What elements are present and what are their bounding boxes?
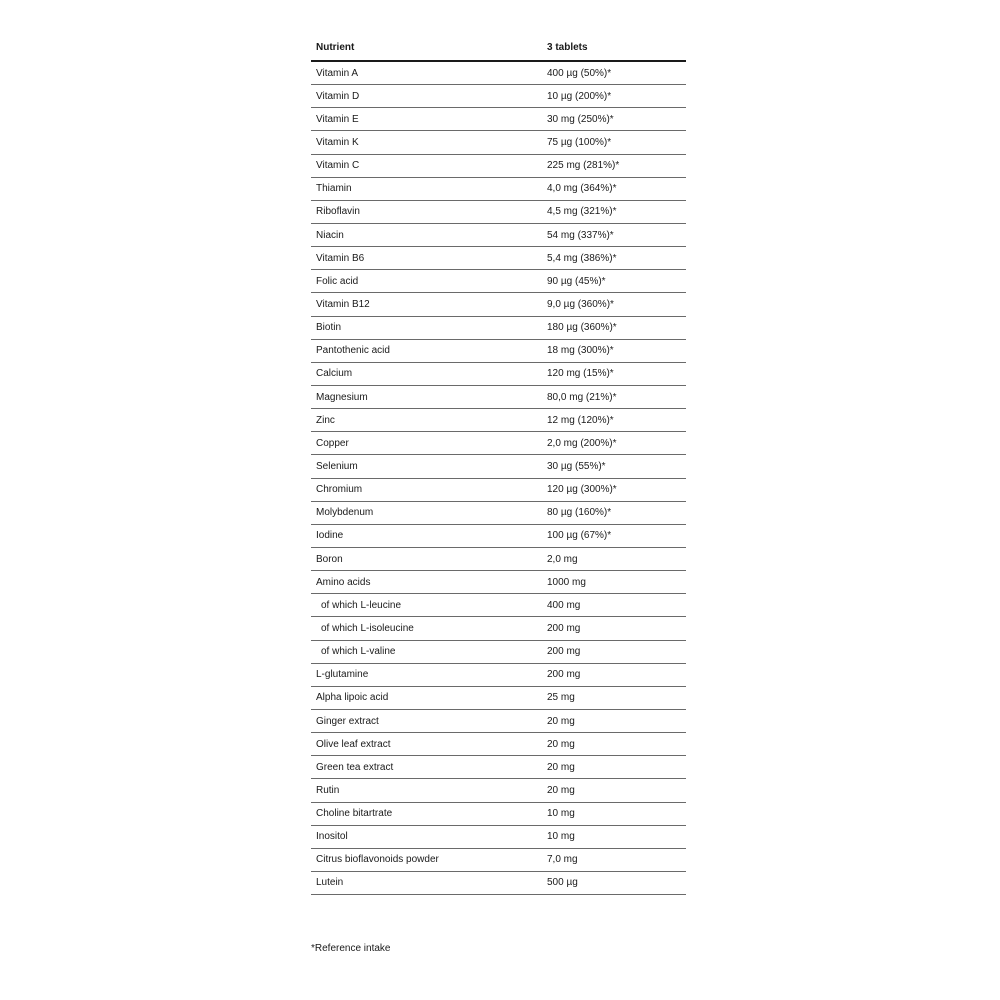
footnote: *Reference intake bbox=[311, 943, 391, 954]
nutrient-amount: 180 µg (360%)* bbox=[547, 322, 617, 334]
table-row bbox=[311, 155, 686, 178]
nutrient-amount: 400 mg bbox=[547, 599, 581, 611]
nutrient-amount: 75 µg (100%)* bbox=[547, 136, 612, 148]
nutrient-amount: 10 mg bbox=[547, 831, 575, 843]
table-row bbox=[311, 131, 686, 154]
nutrient-name: Olive leaf extract bbox=[316, 738, 391, 750]
nutrient-amount: 10 µg (200%)* bbox=[547, 90, 612, 102]
nutrient-name: Niacin bbox=[316, 229, 344, 241]
nutrient-amount: 20 mg bbox=[547, 715, 575, 727]
nutrient-amount: 200 mg bbox=[547, 622, 581, 634]
nutrient-name: Inositol bbox=[316, 831, 348, 843]
column-header-nutrient: Nutrient bbox=[316, 41, 355, 53]
table-body bbox=[311, 62, 686, 895]
nutrient-name: Selenium bbox=[316, 460, 358, 472]
nutrient-amount: 400 µg (50%)* bbox=[547, 67, 612, 79]
table-row bbox=[311, 687, 686, 710]
nutrient-name: of which L-valine bbox=[321, 646, 396, 658]
table-row bbox=[311, 756, 686, 779]
nutrient-amount: 90 µg (45%)* bbox=[547, 275, 606, 287]
nutrient-name: Rutin bbox=[316, 784, 340, 796]
nutrient-name: Lutein bbox=[316, 877, 344, 889]
table-row bbox=[311, 641, 686, 664]
nutrient-name: Riboflavin bbox=[316, 206, 360, 218]
nutrient-amount: 200 mg bbox=[547, 669, 581, 681]
nutrient-amount: 7,0 mg bbox=[547, 854, 578, 866]
nutrient-name: Citrus bioflavonoids powder bbox=[316, 854, 439, 866]
nutrient-amount: 100 µg (67%)* bbox=[547, 530, 612, 542]
nutrient-amount: 20 mg bbox=[547, 761, 575, 773]
table-row bbox=[311, 432, 686, 455]
nutrient-amount: 2,0 mg (200%)* bbox=[547, 437, 617, 449]
nutrient-amount: 120 mg (15%)* bbox=[547, 368, 614, 380]
nutrient-name: Alpha lipoic acid bbox=[316, 692, 389, 704]
table-row bbox=[311, 178, 686, 201]
table-row bbox=[311, 270, 686, 293]
table-row bbox=[311, 779, 686, 802]
nutrient-name: Amino acids bbox=[316, 576, 371, 588]
table-row bbox=[311, 409, 686, 432]
nutrient-amount: 2,0 mg bbox=[547, 553, 578, 565]
nutrient-name: Molybdenum bbox=[316, 507, 374, 519]
nutrient-amount: 10 mg bbox=[547, 808, 575, 820]
table-row bbox=[311, 85, 686, 108]
table-row bbox=[311, 62, 686, 85]
table-row bbox=[311, 479, 686, 502]
table-row bbox=[311, 617, 686, 640]
nutrient-amount: 12 mg (120%)* bbox=[547, 414, 614, 426]
nutrient-name: Vitamin K bbox=[316, 136, 359, 148]
nutrient-name: Iodine bbox=[316, 530, 344, 542]
nutrient-name: Chromium bbox=[316, 484, 363, 496]
nutrient-name: Vitamin A bbox=[316, 67, 359, 79]
table-row bbox=[311, 363, 686, 386]
nutrient-amount: 80,0 mg (21%)* bbox=[547, 391, 617, 403]
nutrient-name: Vitamin C bbox=[316, 160, 360, 172]
table-row bbox=[311, 803, 686, 826]
nutrient-name: Vitamin E bbox=[316, 113, 359, 125]
nutrient-amount: 200 mg bbox=[547, 646, 581, 658]
nutrient-name: Choline bitartrate bbox=[316, 808, 393, 820]
nutrient-name: Boron bbox=[316, 553, 343, 565]
nutrient-name: Pantothenic acid bbox=[316, 345, 390, 357]
table-row bbox=[311, 664, 686, 687]
nutrient-amount: 54 mg (337%)* bbox=[547, 229, 614, 241]
nutrient-amount: 4,5 mg (321%)* bbox=[547, 206, 617, 218]
nutrient-name: of which L-leucine bbox=[321, 599, 402, 611]
nutrient-amount: 80 µg (160%)* bbox=[547, 507, 612, 519]
nutrient-amount: 20 mg bbox=[547, 738, 575, 750]
table-row bbox=[311, 317, 686, 340]
nutrient-name: Zinc bbox=[316, 414, 335, 426]
nutrient-amount: 120 µg (300%)* bbox=[547, 484, 617, 496]
nutrient-amount: 4,0 mg (364%)* bbox=[547, 183, 617, 195]
table-row bbox=[311, 872, 686, 895]
nutrient-name: Vitamin B6 bbox=[316, 252, 365, 264]
nutrient-name: Vitamin B12 bbox=[316, 298, 370, 310]
nutrient-amount: 225 mg (281%)* bbox=[547, 160, 620, 172]
table-row bbox=[311, 247, 686, 270]
nutrient-name: of which L-isoleucine bbox=[321, 622, 414, 634]
nutrient-amount: 500 µg bbox=[547, 877, 578, 889]
nutrient-name: Green tea extract bbox=[316, 761, 394, 773]
column-header-amount: 3 tablets bbox=[547, 41, 588, 53]
nutrient-name: Biotin bbox=[316, 322, 342, 334]
table-row bbox=[311, 224, 686, 247]
nutrient-name: Ginger extract bbox=[316, 715, 379, 727]
table-row bbox=[311, 571, 686, 594]
nutrient-amount: 18 mg (300%)* bbox=[547, 345, 614, 357]
nutrient-amount: 30 mg (250%)* bbox=[547, 113, 614, 125]
table-row bbox=[311, 548, 686, 571]
nutrient-amount: 20 mg bbox=[547, 784, 575, 796]
nutrient-name: Calcium bbox=[316, 368, 353, 380]
table-row bbox=[311, 293, 686, 316]
table-row bbox=[311, 108, 686, 131]
table-row bbox=[311, 710, 686, 733]
nutrient-name: Folic acid bbox=[316, 275, 359, 287]
table-row bbox=[311, 455, 686, 478]
nutrition-table bbox=[311, 34, 686, 895]
nutrient-amount: 30 µg (55%)* bbox=[547, 460, 606, 472]
table-header bbox=[311, 34, 686, 62]
nutrient-name: Vitamin D bbox=[316, 90, 360, 102]
nutrient-name: L-glutamine bbox=[316, 669, 369, 681]
table-row bbox=[311, 525, 686, 548]
nutrient-amount: 9,0 µg (360%)* bbox=[547, 298, 614, 310]
table-row bbox=[311, 386, 686, 409]
table-row bbox=[311, 733, 686, 756]
nutrient-amount: 5,4 mg (386%)* bbox=[547, 252, 617, 264]
table-row bbox=[311, 201, 686, 224]
nutrient-name: Copper bbox=[316, 437, 349, 449]
nutrient-amount: 25 mg bbox=[547, 692, 575, 704]
table-row bbox=[311, 594, 686, 617]
table-row bbox=[311, 826, 686, 849]
table-row bbox=[311, 502, 686, 525]
nutrient-name: Thiamin bbox=[316, 183, 352, 195]
table-row bbox=[311, 849, 686, 872]
nutrient-amount: 1000 mg bbox=[547, 576, 586, 588]
table-row bbox=[311, 340, 686, 363]
nutrient-name: Magnesium bbox=[316, 391, 368, 403]
